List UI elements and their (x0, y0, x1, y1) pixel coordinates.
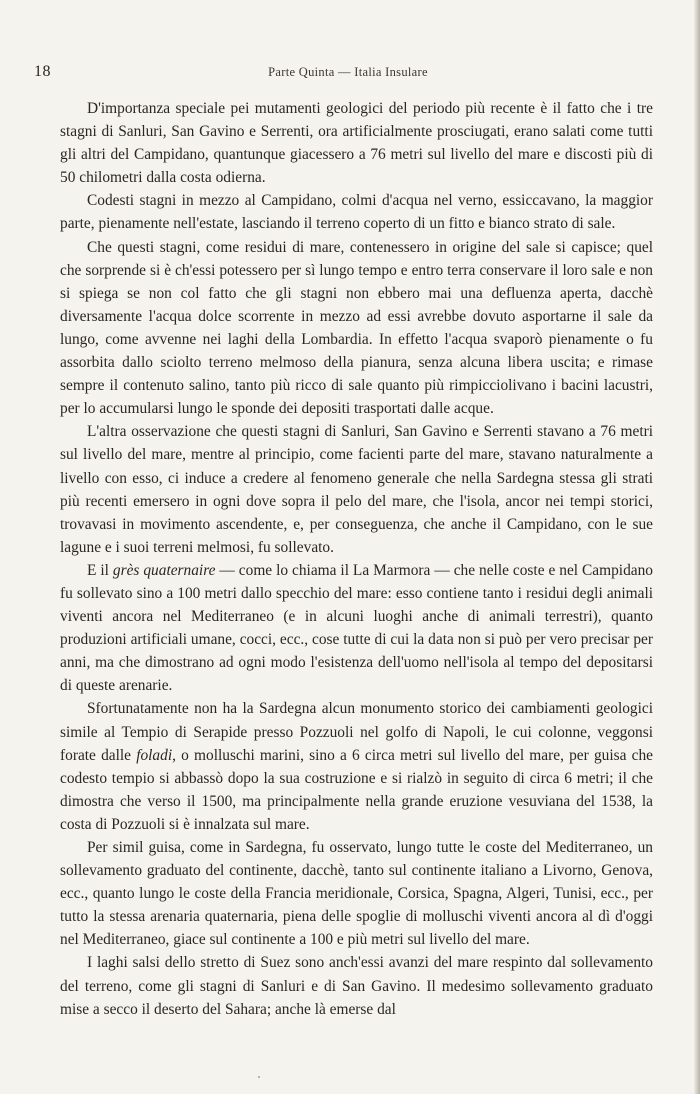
italic-term: grès quaternaire (112, 561, 216, 579)
page-edge-shadow (694, 0, 700, 1094)
running-title: Parte Quinta — Italia Insulare (268, 65, 428, 79)
text-run: , o molluschi marini, sino a 6 circa metri sul livello del mare, per guisa che codesto tempio si abbassò dopo la sua costruzione e si rialzò in seguito di circa 6 metri; il che dimostra che verso il 1500, ma principalmente nella grande eruzione vesuviana del 1538, la costa di Pozzuoli si è innalzata sul mare. (60, 746, 653, 833)
text-run: I laghi salsi dello stretto di Suez sono anch'essi avanzi del mare respinto dal sollevamento del terreno, come gli stagni di Sanluri e di San Gavino. Il medesimo sollevamento graduato mise a secco il deserto del Sahara; anche là emerse dal (60, 954, 653, 1018)
paragraph (60, 236, 653, 421)
text-run: — come lo chiama il La Marmora — che nelle coste e nel Campidano fu sollevato sino a 100 metri dallo specchio del mare: esso contiene tanto i residui degli animali viventi ancora nel Mediterraneo (e in alcuni luoghi anche di animali terrestri), quanto produzioni artificiali umane, cocci, ecc., cose tutte di cui la data non si può per vero precisar per anni, ma che dimostrano ad ogni modo l'esistenza dell'uomo nell'isola al tempo del depositarsi di queste arenarie. (60, 561, 654, 695)
italic-term: foladi (136, 746, 173, 764)
paragraph (60, 189, 653, 235)
paper-speck (258, 1076, 260, 1078)
page-header (34, 63, 662, 85)
paragraph (60, 97, 653, 189)
text-run: D'importanza speciale pei mutamenti geologici del periodo più recente è il fatto che i tre stagni di Sanluri, San Gavino e Serrenti, ora artificialmente prosciugati, erano salati come tutti gli altri del Campidano, quantunque giacessero a 76 metri sul livello del mare e discosti più di 50 chilometri dalla costa odierna. (60, 100, 653, 187)
paragraph (60, 697, 653, 836)
paragraph (60, 559, 653, 698)
body-text (60, 97, 653, 1021)
text-run: Codesti stagni in mezzo al Campidano, colmi d'acqua nel verno, essiccavano, la maggior parte, pienamente nell'estate, lasciando il terreno coperto di un fitto e bianco strato di sale. (60, 192, 653, 233)
text-run: Che questi stagni, come residui di mare, contenessero in origine del sale si capisce; quel che sorprende si è ch'essi potessero per sì lungo tempo e entro terra conservare il loro sale e non si spiega se non col fatto che gli stagni non ebbero mai una defluenza aperta, dacchè diversamente l'acqua dolce scorrente in mezzo ad essi avrebbe dovuto asportarne il sale da lungo, come avvenne nei laghi della Lombardia. In effetto l'acqua svaporò pienamente o fu assorbita dallo sciolto terreno melmoso della pianura, senza alcuna libera uscita; e rimase sempre il contenuto salino, tanto più ricco di sale quanto più rimpicciolivano i bacini lacustri, per lo accumularsi lungo le sponde dei depositi trasportati dalle acque. (60, 238, 653, 418)
paragraph (60, 420, 653, 559)
paragraph (60, 836, 653, 951)
text-run: L'altra osservazione che questi stagni di Sanluri, San Gavino e Serrenti stavano a 76 metri sul livello del mare, mentre al principio, come facienti parte del mare, stavano naturalmente a livello con esso, ci induce a credere al fenomeno generale che nella Sardegna stessa gli strati più recenti emersero in ogni dove sopra il pelo del mare, che l'isola, ancor nei tempi storici, trovavasi in movimento ascendente, e, per conseguenza, che anche il Campidano, con le sue lagune e i suoi terreni melmosi, fu sollevato. (60, 423, 653, 556)
text-run: Sfortunatamente non ha la Sardegna alcun monumento storico dei cambiamenti geologici simile al Tempio di Serapide presso Pozzuoli nel golfo di Napoli, le cui colonne, veggonsi forate dalle (60, 700, 653, 764)
page-number: 18 (34, 63, 51, 80)
text-run: E il (87, 561, 113, 579)
text-run: Per simil guisa, come in Sardegna, fu osservato, lungo tutte le coste del Mediterraneo, un sollevamento graduato del continente, dacchè, tanto sul continente italiano a Livorno, Genova, ecc., quanto lungo le coste della Francia meridionale, Corsica, Spagna, Algeri, Tunisi, ecc., per tutto la stessa arenaria quaternaria, piena delle spoglie di molluschi viventi ancora al dì d'oggi nel Mediterraneo, giace sul continente a 100 e più metri sul livello del mare. (60, 839, 653, 949)
paragraph (60, 951, 653, 1020)
